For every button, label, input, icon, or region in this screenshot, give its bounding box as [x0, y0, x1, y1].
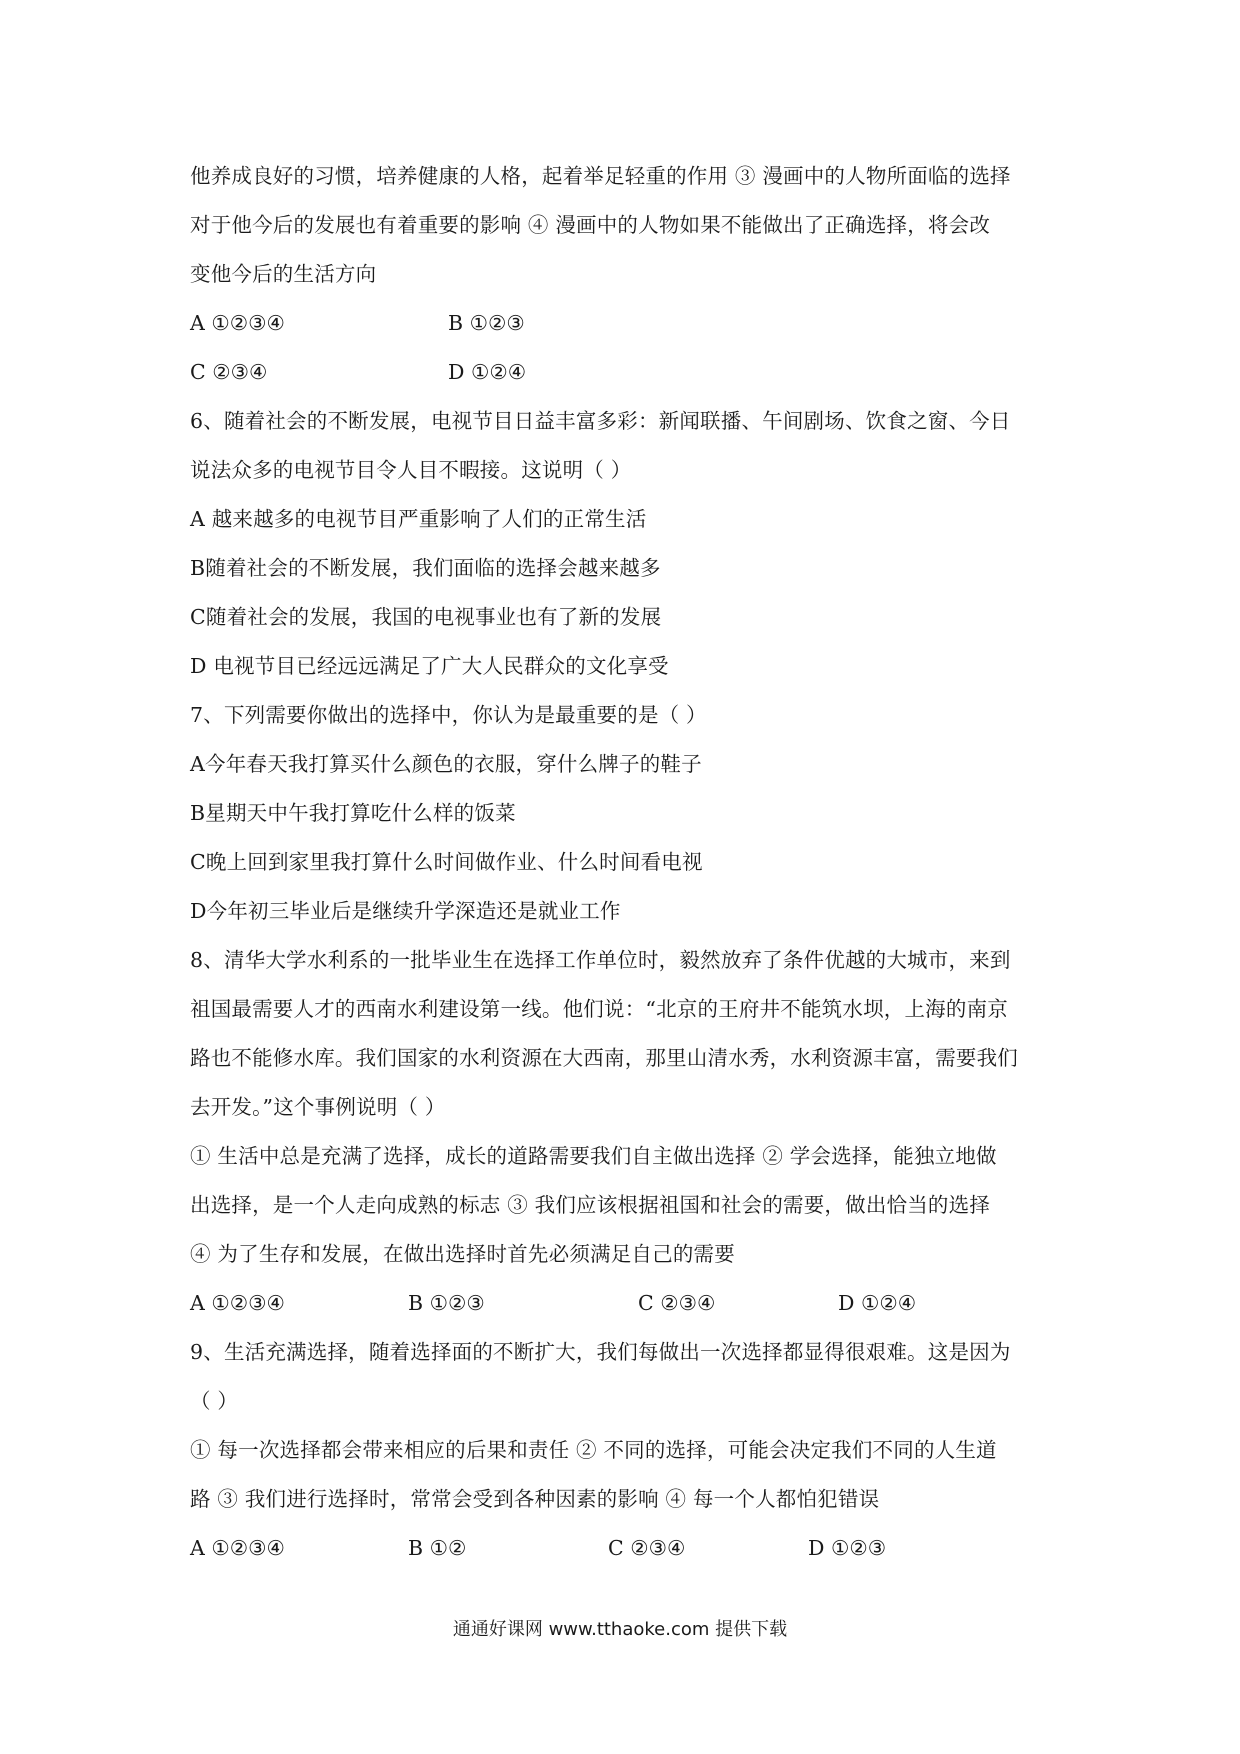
- q6-option-a: A 越来越多的电视节目严重影响了人们的正常生活: [190, 507, 647, 531]
- q9-line-4: 路 ③ 我们进行选择时，常常会受到各种因素的影响 ④ 每一个人都怕犯错误: [190, 1487, 880, 1511]
- q5-option-d: D ①②④: [448, 360, 527, 384]
- q8-line-1: 8、清华大学水利系的一批毕业生在选择工作单位时，毅然放弃了条件优越的大城市，来到: [190, 948, 1011, 972]
- q7-option-b: B星期天中午我打算吃什么样的饭菜: [190, 801, 516, 825]
- q6-option-c: C随着社会的发展，我国的电视事业也有了新的发展: [190, 605, 662, 629]
- q9-line-1: 9、生活充满选择，随着选择面的不断扩大，我们每做出一次选择都显得很艰难。这是因为: [190, 1340, 1011, 1364]
- q8-option-b: B ①②③: [408, 1291, 485, 1315]
- q9-line-3: ① 每一次选择都会带来相应的后果和责任 ② 不同的选择，可能会决定我们不同的人生道: [190, 1438, 997, 1462]
- q5-options-row-1: [190, 299, 1060, 348]
- q7-option-d: D今年初三毕业后是继续升学深造还是就业工作: [190, 899, 621, 923]
- q8-line-5: ① 生活中总是充满了选择，成长的道路需要我们自主做出选择 ② 学会选择，能独立地做: [190, 1144, 997, 1168]
- q5-option-c: C ②③④: [190, 360, 268, 384]
- q8-line-3: 路也不能修水库。我们国家的水利资源在大西南，那里山清水秀，水利资源丰富，需要我们: [190, 1046, 1018, 1070]
- q5-line-2: 对于他今后的发展也有着重要的影响 ④ 漫画中的人物如果不能做出了正确选择，将会改: [190, 213, 991, 237]
- q5-option-b: B ①②③: [448, 311, 525, 335]
- q6-option-d: D 电视节目已经远远满足了广大人民群众的文化享受: [190, 654, 669, 678]
- q9-options-row: [190, 1524, 1060, 1573]
- q9-option-b: B ①②: [408, 1536, 467, 1560]
- q6-line-2: 说法众多的电视节目令人目不暇接。这说明（ ）: [190, 458, 632, 482]
- q9-option-a: A ①②③④: [190, 1536, 285, 1560]
- q8-option-c: C ②③④: [638, 1291, 716, 1315]
- q8-option-d: D ①②④: [838, 1291, 917, 1315]
- q5-options-row-2: [190, 348, 1060, 397]
- q9-line-2: （ ）: [190, 1389, 239, 1413]
- q8-line-7: ④ 为了生存和发展，在做出选择时首先必须满足自己的需要: [190, 1242, 735, 1266]
- document-body: [190, 152, 1060, 1573]
- q5-line-3: 变他今后的生活方向: [190, 262, 377, 286]
- q5-option-a: A ①②③④: [190, 311, 285, 335]
- q6-line-1: 6、随着社会的不断发展，电视节目日益丰富多彩：新闻联播、午间剧场、饮食之窗、今日: [190, 409, 1011, 433]
- q8-line-4: 去开发。”这个事例说明（ ）: [190, 1095, 446, 1119]
- q8-options-row: [190, 1279, 1060, 1328]
- q7-option-a: A今年春天我打算买什么颜色的衣服，穿什么牌子的鞋子: [190, 752, 702, 776]
- q6-option-b: B随着社会的不断发展，我们面临的选择会越来越多: [190, 556, 661, 580]
- q8-option-a: A ①②③④: [190, 1291, 285, 1315]
- q7-line-1: 7、下列需要你做出的选择中，你认为是最重要的是（ ）: [190, 703, 707, 727]
- q8-line-2: 祖国最需要人才的西南水利建设第一线。他们说：“北京的王府井不能筑水坝，上海的南京: [190, 997, 1008, 1021]
- page-footer: 通通好课网 www.tthaoke.com 提供下载: [452, 1619, 788, 1640]
- q5-line-1: 他养成良好的习惯，培养健康的人格，起着举足轻重的作用 ③ 漫画中的人物所面临的选择: [190, 164, 1011, 188]
- q9-option-c: C ②③④: [608, 1536, 686, 1560]
- q9-option-d: D ①②③: [808, 1536, 887, 1560]
- q7-option-c: C晚上回到家里我打算什么时间做作业、什么时间看电视: [190, 850, 703, 874]
- q8-line-6: 出选择，是一个人走向成熟的标志 ③ 我们应该根据祖国和社会的需要，做出恰当的选择: [190, 1193, 991, 1217]
